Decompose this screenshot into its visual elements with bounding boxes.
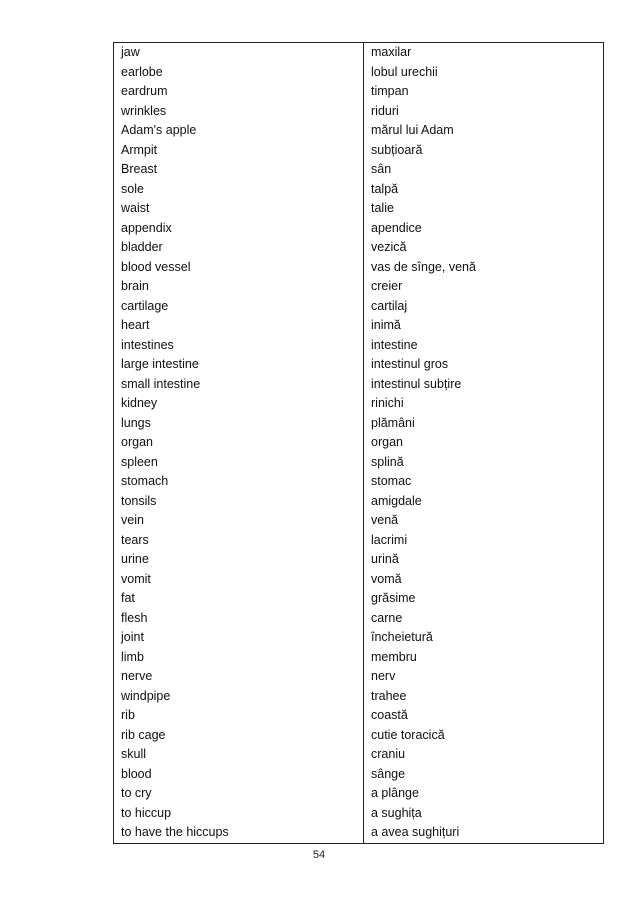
table-row	[114, 511, 604, 531]
english-term: Armpit	[114, 141, 364, 161]
table-row	[114, 648, 604, 668]
romanian-term: maxilar	[364, 43, 604, 63]
english-term: spleen	[114, 453, 364, 473]
table-row	[114, 121, 604, 141]
table-row	[114, 394, 604, 414]
table-row	[114, 82, 604, 102]
table-row	[114, 765, 604, 785]
romanian-term: urină	[364, 550, 604, 570]
table-row	[114, 531, 604, 551]
english-term: intestines	[114, 336, 364, 356]
vocabulary-table	[113, 42, 604, 844]
english-term: to have the hiccups	[114, 823, 364, 843]
romanian-term: carne	[364, 609, 604, 629]
table-row	[114, 570, 604, 590]
romanian-term: organ	[364, 433, 604, 453]
romanian-term: inimă	[364, 316, 604, 336]
english-term: urine	[114, 550, 364, 570]
table-row	[114, 160, 604, 180]
english-term: blood vessel	[114, 258, 364, 278]
english-term: kidney	[114, 394, 364, 414]
english-term: rib	[114, 706, 364, 726]
english-term: wrinkles	[114, 102, 364, 122]
romanian-term: vomă	[364, 570, 604, 590]
romanian-term: intestinul subțire	[364, 375, 604, 395]
english-term: cartilage	[114, 297, 364, 317]
romanian-term: talie	[364, 199, 604, 219]
table-row	[114, 297, 604, 317]
table-row	[114, 414, 604, 434]
english-term: tonsils	[114, 492, 364, 512]
table-row	[114, 472, 604, 492]
english-term: rib cage	[114, 726, 364, 746]
romanian-term: craniu	[364, 745, 604, 765]
table-row	[114, 141, 604, 161]
romanian-term: a sughița	[364, 804, 604, 824]
table-row	[114, 453, 604, 473]
table-row	[114, 628, 604, 648]
english-term: to hiccup	[114, 804, 364, 824]
romanian-term: cutie toracică	[364, 726, 604, 746]
english-term: blood	[114, 765, 364, 785]
table-row	[114, 823, 604, 843]
table-row	[114, 726, 604, 746]
english-term: organ	[114, 433, 364, 453]
english-term: jaw	[114, 43, 364, 63]
romanian-term: apendice	[364, 219, 604, 239]
romanian-term: nerv	[364, 667, 604, 687]
romanian-term: încheietură	[364, 628, 604, 648]
english-term: heart	[114, 316, 364, 336]
table-row	[114, 609, 604, 629]
romanian-term: sân	[364, 160, 604, 180]
english-term: bladder	[114, 238, 364, 258]
english-term: lungs	[114, 414, 364, 434]
table-row	[114, 550, 604, 570]
romanian-term: mărul lui Adam	[364, 121, 604, 141]
english-term: large intestine	[114, 355, 364, 375]
romanian-term: plămâni	[364, 414, 604, 434]
romanian-term: a avea sughițuri	[364, 823, 604, 843]
english-term: to cry	[114, 784, 364, 804]
table-row	[114, 706, 604, 726]
romanian-term: grăsime	[364, 589, 604, 609]
table-row	[114, 277, 604, 297]
table-row	[114, 784, 604, 804]
table-row	[114, 336, 604, 356]
romanian-term: timpan	[364, 82, 604, 102]
romanian-term: trahee	[364, 687, 604, 707]
table-row	[114, 199, 604, 219]
english-term: limb	[114, 648, 364, 668]
table-row	[114, 589, 604, 609]
english-term: tears	[114, 531, 364, 551]
english-term: small intestine	[114, 375, 364, 395]
table-row	[114, 433, 604, 453]
table-row	[114, 687, 604, 707]
table-row	[114, 63, 604, 83]
english-term: waist	[114, 199, 364, 219]
english-term: Adam's apple	[114, 121, 364, 141]
romanian-term: vas de sînge, venă	[364, 258, 604, 278]
table-row	[114, 804, 604, 824]
romanian-term: splină	[364, 453, 604, 473]
english-term: vomit	[114, 570, 364, 590]
table-row	[114, 258, 604, 278]
table-row	[114, 667, 604, 687]
english-term: appendix	[114, 219, 364, 239]
romanian-term: a plânge	[364, 784, 604, 804]
romanian-term: intestinul gros	[364, 355, 604, 375]
english-term: vein	[114, 511, 364, 531]
table-row	[114, 316, 604, 336]
vocabulary-table-body	[114, 43, 604, 844]
romanian-term: rinichi	[364, 394, 604, 414]
english-term: brain	[114, 277, 364, 297]
english-term: skull	[114, 745, 364, 765]
english-term: fat	[114, 589, 364, 609]
romanian-term: lacrimi	[364, 531, 604, 551]
romanian-term: creier	[364, 277, 604, 297]
english-term: sole	[114, 180, 364, 200]
table-row	[114, 745, 604, 765]
table-row	[114, 355, 604, 375]
english-term: flesh	[114, 609, 364, 629]
romanian-term: subțioară	[364, 141, 604, 161]
table-row	[114, 375, 604, 395]
english-term: windpipe	[114, 687, 364, 707]
english-term: Breast	[114, 160, 364, 180]
romanian-term: venă	[364, 511, 604, 531]
table-row	[114, 492, 604, 512]
english-term: joint	[114, 628, 364, 648]
table-row	[114, 102, 604, 122]
romanian-term: membru	[364, 648, 604, 668]
romanian-term: talpă	[364, 180, 604, 200]
table-row	[114, 180, 604, 200]
page-number: 54	[312, 849, 326, 861]
romanian-term: sânge	[364, 765, 604, 785]
table-row	[114, 43, 604, 63]
romanian-term: riduri	[364, 102, 604, 122]
english-term: stomach	[114, 472, 364, 492]
romanian-term: lobul urechii	[364, 63, 604, 83]
english-term: eardrum	[114, 82, 364, 102]
romanian-term: intestine	[364, 336, 604, 356]
romanian-term: vezică	[364, 238, 604, 258]
romanian-term: coastă	[364, 706, 604, 726]
table-row	[114, 219, 604, 239]
romanian-term: stomac	[364, 472, 604, 492]
romanian-term: amigdale	[364, 492, 604, 512]
english-term: nerve	[114, 667, 364, 687]
romanian-term: cartilaj	[364, 297, 604, 317]
table-row	[114, 238, 604, 258]
english-term: earlobe	[114, 63, 364, 83]
